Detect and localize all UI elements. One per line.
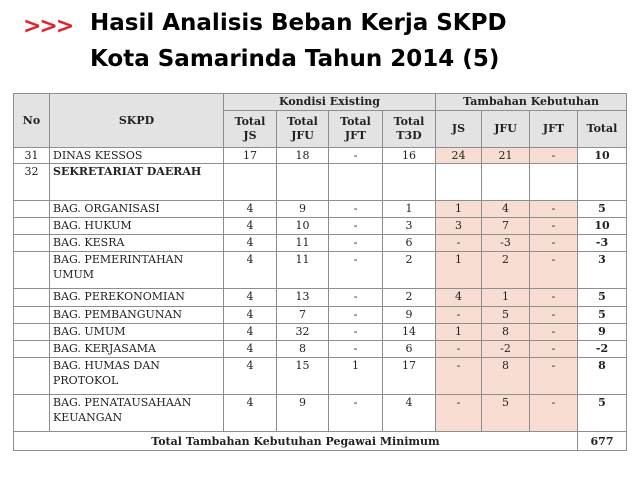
cell-skpd: BAG. PEMBANGUNAN xyxy=(50,307,224,324)
cell-total-jft: - xyxy=(329,201,383,218)
cell-skpd: BAG. HUKUM xyxy=(50,218,224,235)
cell-jft: - xyxy=(530,324,578,341)
cell-total: 8 xyxy=(578,358,627,395)
header-skpd: SKPD xyxy=(50,94,224,148)
header-kondisi-existing: Kondisi Existing xyxy=(224,94,436,111)
cell-total-jfu: 10 xyxy=(277,218,329,235)
cell-js: 1 xyxy=(436,252,482,289)
cell-total-jfu: 11 xyxy=(277,235,329,252)
cell-jft: - xyxy=(530,235,578,252)
cell-js: - xyxy=(436,341,482,358)
cell-total-js: 4 xyxy=(224,235,277,252)
cell-no xyxy=(14,324,50,341)
table-row xyxy=(14,148,627,164)
cell-total: 5 xyxy=(578,289,627,307)
cell-total-jft: - xyxy=(329,218,383,235)
table-row xyxy=(14,324,627,341)
cell-total: 5 xyxy=(578,201,627,218)
cell-total-js: 4 xyxy=(224,358,277,395)
table-row xyxy=(14,341,627,358)
cell-total-jft: - xyxy=(329,324,383,341)
cell-total-jft xyxy=(329,164,383,201)
cell-total-jfu: 18 xyxy=(277,148,329,164)
header-total: Total xyxy=(578,111,627,148)
cell-total-js: 4 xyxy=(224,252,277,289)
cell-total: 10 xyxy=(578,148,627,164)
cell-jfu: 2 xyxy=(482,252,530,289)
cell-skpd: BAG. PENATAUSAHAAN KEUANGAN xyxy=(50,395,224,432)
cell-total-js: 4 xyxy=(224,218,277,235)
cell-total-jft: 1 xyxy=(329,358,383,395)
table-row xyxy=(14,358,627,395)
cell-jft: - xyxy=(530,307,578,324)
cell-no: 31 xyxy=(14,148,50,164)
cell-total-js: 4 xyxy=(224,395,277,432)
header-total-t3d: Total T3D xyxy=(383,111,436,148)
cell-total-js: 4 xyxy=(224,307,277,324)
cell-no: 32 xyxy=(14,164,50,201)
cell-total-t3d: 17 xyxy=(383,358,436,395)
cell-jfu: 4 xyxy=(482,201,530,218)
cell-skpd: BAG. PEMERINTAHAN UMUM xyxy=(50,252,224,289)
cell-total: 3 xyxy=(578,252,627,289)
cell-total-jft: - xyxy=(329,289,383,307)
cell-total-jfu: 11 xyxy=(277,252,329,289)
cell-no xyxy=(14,201,50,218)
cell-total xyxy=(578,164,627,201)
cell-jfu: 7 xyxy=(482,218,530,235)
cell-total-t3d: 2 xyxy=(383,289,436,307)
cell-no xyxy=(14,395,50,432)
header-total-js: Total JS xyxy=(224,111,277,148)
title-arrow-icon: >>> xyxy=(23,14,73,39)
table-row xyxy=(14,395,627,432)
cell-skpd: BAG. PEREKONOMIAN xyxy=(50,289,224,307)
cell-total-t3d: 6 xyxy=(383,341,436,358)
cell-jft: - xyxy=(530,218,578,235)
cell-total-t3d xyxy=(383,164,436,201)
cell-total: 5 xyxy=(578,395,627,432)
table-row xyxy=(14,307,627,324)
header-jft: JFT xyxy=(530,111,578,148)
cell-total-js xyxy=(224,164,277,201)
cell-js: 24 xyxy=(436,148,482,164)
table-row xyxy=(14,164,627,201)
slide-title-line-1: Hasil Analisis Beban Kerja SKPD xyxy=(90,10,507,36)
cell-no xyxy=(14,307,50,324)
footer-total-value: 677 xyxy=(578,432,627,451)
table-row xyxy=(14,289,627,307)
cell-jfu: -3 xyxy=(482,235,530,252)
cell-no xyxy=(14,235,50,252)
table-row xyxy=(14,201,627,218)
cell-js: - xyxy=(436,307,482,324)
footer-label: Total Tambahan Kebutuhan Pegawai Minimum xyxy=(14,432,578,451)
cell-no xyxy=(14,358,50,395)
cell-jft: - xyxy=(530,341,578,358)
cell-jfu xyxy=(482,164,530,201)
cell-total: 5 xyxy=(578,307,627,324)
cell-jfu: -2 xyxy=(482,341,530,358)
cell-js: 1 xyxy=(436,201,482,218)
cell-total-t3d: 6 xyxy=(383,235,436,252)
cell-jfu: 8 xyxy=(482,324,530,341)
cell-js: - xyxy=(436,235,482,252)
cell-total: -3 xyxy=(578,235,627,252)
cell-jfu: 5 xyxy=(482,395,530,432)
cell-skpd: BAG. KERJASAMA xyxy=(50,341,224,358)
cell-skpd: BAG. KESRA xyxy=(50,235,224,252)
cell-skpd: BAG. ORGANISASI xyxy=(50,201,224,218)
cell-jft xyxy=(530,164,578,201)
header-total-jfu: Total JFU xyxy=(277,111,329,148)
slide-title-line-2: Kota Samarinda Tahun 2014 (5) xyxy=(90,46,500,72)
table-row xyxy=(14,218,627,235)
cell-total-jft: - xyxy=(329,307,383,324)
cell-jft: - xyxy=(530,358,578,395)
header-total-jft: Total JFT xyxy=(329,111,383,148)
cell-no xyxy=(14,341,50,358)
cell-total-t3d: 16 xyxy=(383,148,436,164)
cell-total-js: 4 xyxy=(224,289,277,307)
cell-jfu: 1 xyxy=(482,289,530,307)
cell-total-js: 4 xyxy=(224,341,277,358)
cell-total-t3d: 3 xyxy=(383,218,436,235)
workload-table xyxy=(13,93,627,451)
table-row xyxy=(14,252,627,289)
table-row xyxy=(14,235,627,252)
cell-js: - xyxy=(436,395,482,432)
cell-jfu: 8 xyxy=(482,358,530,395)
header-tambahan-kebutuhan: Tambahan Kebutuhan xyxy=(436,94,627,111)
cell-total: 10 xyxy=(578,218,627,235)
cell-js xyxy=(436,164,482,201)
cell-skpd: BAG. HUMAS DAN PROTOKOL xyxy=(50,358,224,395)
cell-total-jft: - xyxy=(329,148,383,164)
cell-total-jfu: 9 xyxy=(277,395,329,432)
cell-total-t3d: 1 xyxy=(383,201,436,218)
cell-total-jft: - xyxy=(329,341,383,358)
cell-total: 9 xyxy=(578,324,627,341)
cell-total-jfu: 7 xyxy=(277,307,329,324)
cell-total-js: 17 xyxy=(224,148,277,164)
cell-js: 1 xyxy=(436,324,482,341)
cell-total-t3d: 2 xyxy=(383,252,436,289)
cell-total-jfu xyxy=(277,164,329,201)
table-footer-row xyxy=(14,432,627,451)
cell-total-jfu: 13 xyxy=(277,289,329,307)
cell-total-jft: - xyxy=(329,252,383,289)
cell-jft: - xyxy=(530,148,578,164)
header-jfu: JFU xyxy=(482,111,530,148)
cell-no xyxy=(14,289,50,307)
cell-skpd: SEKRETARIAT DAERAH xyxy=(50,164,224,201)
cell-total-js: 4 xyxy=(224,324,277,341)
cell-total-jfu: 8 xyxy=(277,341,329,358)
cell-js: 3 xyxy=(436,218,482,235)
cell-total-t3d: 14 xyxy=(383,324,436,341)
cell-total-jfu: 9 xyxy=(277,201,329,218)
cell-js: - xyxy=(436,358,482,395)
cell-jfu: 21 xyxy=(482,148,530,164)
cell-total-t3d: 9 xyxy=(383,307,436,324)
cell-total-t3d: 4 xyxy=(383,395,436,432)
cell-skpd: BAG. UMUM xyxy=(50,324,224,341)
cell-jft: - xyxy=(530,395,578,432)
cell-skpd: DINAS KESSOS xyxy=(50,148,224,164)
cell-total: -2 xyxy=(578,341,627,358)
cell-total-jft: - xyxy=(329,395,383,432)
cell-total-js: 4 xyxy=(224,201,277,218)
cell-jft: - xyxy=(530,289,578,307)
cell-total-jfu: 32 xyxy=(277,324,329,341)
cell-no xyxy=(14,218,50,235)
cell-jfu: 5 xyxy=(482,307,530,324)
cell-no xyxy=(14,252,50,289)
cell-jft: - xyxy=(530,252,578,289)
cell-jft: - xyxy=(530,201,578,218)
cell-total-jft: - xyxy=(329,235,383,252)
header-no: No xyxy=(14,94,50,148)
cell-js: 4 xyxy=(436,289,482,307)
header-js: JS xyxy=(436,111,482,148)
cell-total-jfu: 15 xyxy=(277,358,329,395)
